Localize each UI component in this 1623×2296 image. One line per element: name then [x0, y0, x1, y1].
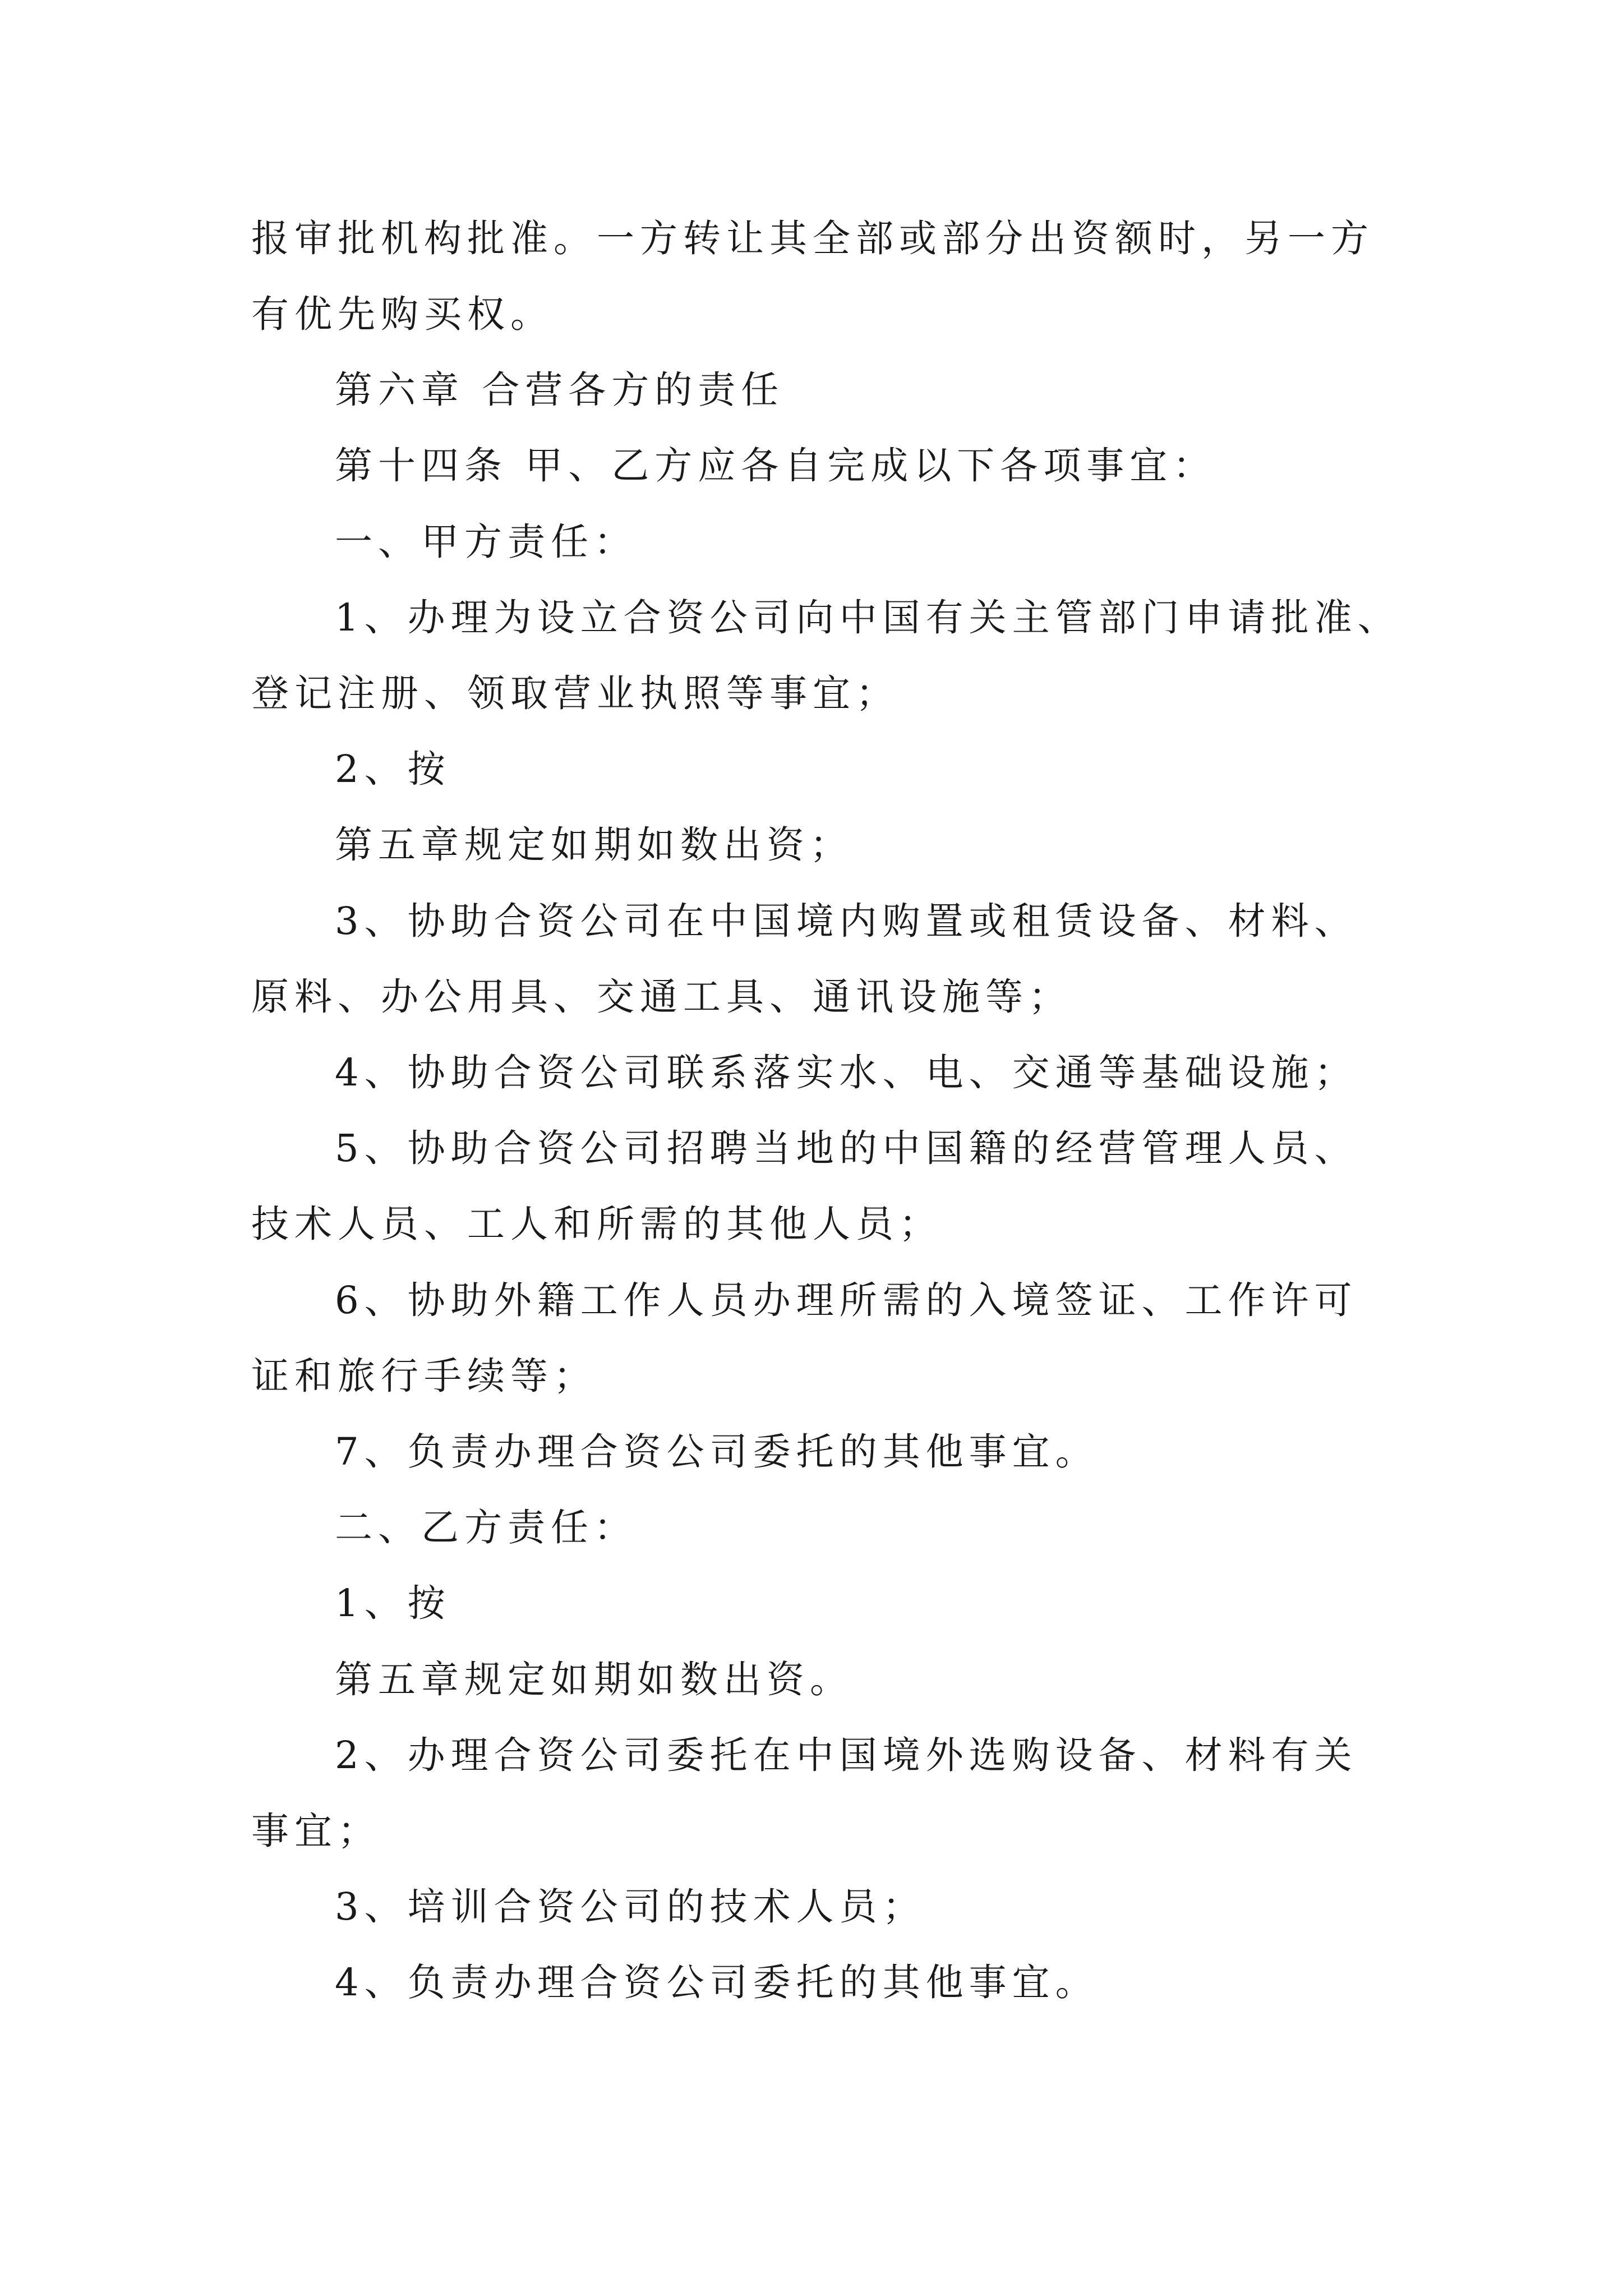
list-item: 3、培训合资公司的技术人员； [335, 1885, 926, 1929]
list-item: 1、办理为设立合资公司向中国有关主管部门申请批准、 [335, 596, 1401, 639]
text-line: 事宜； [251, 1809, 381, 1853]
list-item: 1、按 [335, 1581, 451, 1625]
list-item: 6、协助外籍工作人员办理所需的入境签证、工作许可 [335, 1278, 1358, 1322]
text-line: 登记注册、领取营业执照等事宜； [251, 671, 899, 715]
list-item: 2、按 [335, 747, 451, 791]
text-line: 原料、办公用具、交通工具、通讯设施等； [251, 975, 1072, 1019]
chapter-heading: 第六章 合营各方的责任 [335, 368, 785, 412]
list-item: 4、负责办理合资公司委托的其他事宜。 [335, 1961, 1099, 2004]
text-line: 报审批机构批准。一方转让其全部或部分出资额时，另一方 [251, 217, 1374, 260]
section-heading: 一、甲方责任： [335, 520, 637, 564]
list-item: 2、办理合资公司委托在中国境外选购设备、材料有关 [335, 1733, 1358, 1777]
text-line: 证和旅行手续等； [251, 1354, 597, 1398]
text-line: 有优先购买权。 [251, 292, 554, 336]
article-heading: 第十四条 甲、乙方应各自完成以下各项事宜： [335, 444, 1216, 487]
list-item: 4、协助合资公司联系落实水、电、交通等基础设施； [335, 1051, 1358, 1094]
list-item: 5、协助合资公司招聘当地的中国籍的经营管理人员、 [335, 1126, 1358, 1170]
text-line: 第五章规定如期如数出资； [335, 823, 853, 867]
text-line: 技术人员、工人和所需的其他人员； [251, 1202, 942, 1246]
list-item: 7、负责办理合资公司委托的其他事宜。 [335, 1430, 1099, 1474]
section-heading: 二、乙方责任： [335, 1506, 637, 1549]
text-line: 第五章规定如期如数出资。 [335, 1658, 853, 1701]
list-item: 3、协助合资公司在中国境内购置或租赁设备、材料、 [335, 899, 1358, 943]
